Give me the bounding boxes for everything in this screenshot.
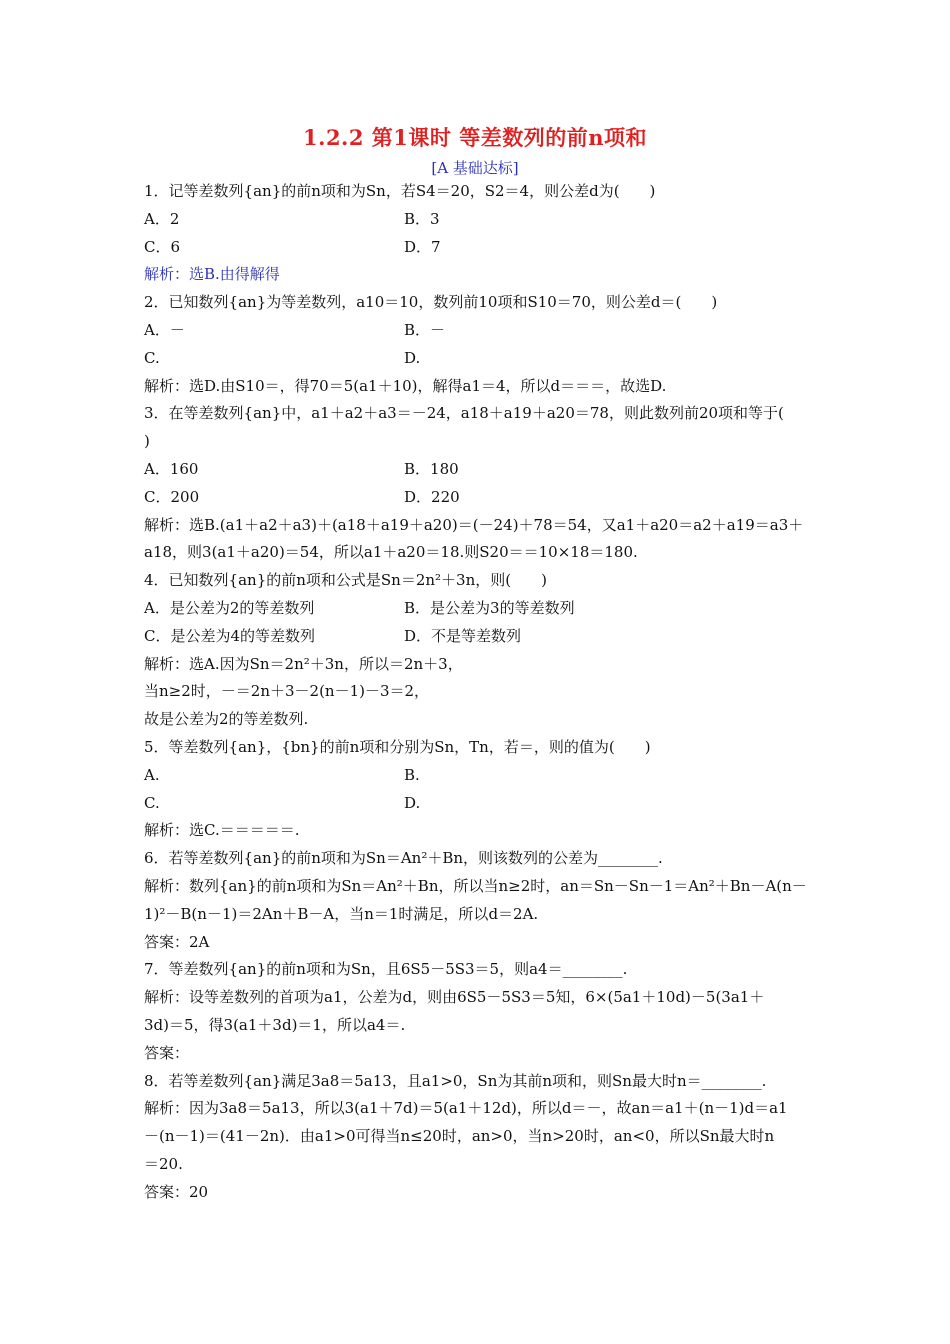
text-line: 5．等差数列{an}，{bn}的前n项和分别为Sn，Tn，若＝，则的值为( ) [144, 737, 651, 756]
option-row [144, 317, 809, 345]
option-text: A．2 [144, 209, 180, 228]
exercise-body [144, 178, 809, 1206]
text-line: 3d)＝5，得3(a1＋3d)＝1，所以a4＝. [144, 1015, 406, 1034]
text-line: 解析：数列{an}的前n项和为Sn＝An²＋Bn，所以当n≥2时，an＝Sn－Sn－1＝An²＋Bn－A(n－ [144, 876, 807, 895]
text-line: 当n≥2时，－＝2n＋3－2(n－1)－3＝2， [144, 682, 430, 701]
text-line: 8．若等差数列{an}满足3a8＝5a13，且a1>0，Sn为其前n项和，则Sn最大时n＝________. [144, 1071, 767, 1090]
option-text: D. [404, 348, 421, 367]
page-title: 1.2.2 第1课时 等差数列的前n项和 [303, 125, 647, 150]
text-line: 解析：选A.因为Sn＝2n²＋3n，所以＝2n＋3， [144, 654, 463, 673]
text-line: 解析：选D.由S10＝，得70＝5(a1＋10)，解得a1＝4，所以d＝＝＝，故选D. [144, 376, 667, 395]
text-line: 1)²－B(n－1)＝2An＋B－A，当n＝1时满足，所以d＝2A. [144, 904, 539, 923]
text-line: 答案： [144, 1043, 190, 1062]
text-line: ＝20. [144, 1154, 183, 1173]
option-text: D．不是等差数列 [404, 626, 522, 645]
option-text: D．7 [404, 237, 441, 256]
option-text: C．是公差为4的等差数列 [144, 626, 316, 645]
text-line: a18，则3(a1＋a20)＝54，所以a1＋a20＝18.则S20＝＝10×18＝180. [144, 543, 638, 562]
text-line: 答案：20 [144, 1182, 209, 1201]
section-heading: [A 基础达标] [431, 159, 519, 177]
option-text: C．6 [144, 237, 181, 256]
option-text: C．200 [144, 487, 200, 506]
text-line: －(n－1)＝(41－2n)．由a1>0可得当n≤20时，an>0，当n>20时，an<0，所以Sn最大时n [144, 1127, 775, 1146]
option-row [144, 790, 809, 818]
text-line: 1．记等差数列{an}的前n项和为Sn，若S4＝20，S2＝4，则公差d为( ) [144, 182, 656, 200]
text-line: 3．在等差数列{an}中，a1＋a2＋a3＝－24，a18＋a19＋a20＝78，则此数列前20项和等于( [144, 404, 784, 423]
option-row [144, 345, 809, 373]
text-line: 答案：2A [144, 932, 210, 951]
text-line: 2．已知数列{an}为等差数列，a10＝10，数列前10项和S10＝70，则公差d＝( ) [144, 293, 718, 312]
text-line: 解析：选B.由得解得 [144, 265, 280, 284]
option-row [144, 234, 809, 262]
option-row [144, 623, 809, 651]
option-text: B．是公差为3的等差数列 [404, 598, 575, 617]
option-text: D．220 [404, 487, 460, 506]
option-text: D. [404, 793, 421, 812]
text-line: 故是公差为2的等差数列. [144, 710, 309, 729]
text-line: 解析：设等差数列的首项为a1，公差为d，则由6S5－5S3＝5知，6×(5a1＋10d)－5(3a1＋ [144, 988, 765, 1007]
option-row [144, 456, 809, 484]
option-text: A．－ [144, 320, 185, 339]
text-line: 解析：因为3a8＝5a13，所以3(a1＋7d)＝5(a1＋12d)，所以d＝－，故an＝a1＋(n－1)d＝a1 [144, 1099, 788, 1118]
text-line: 4．已知数列{an}的前n项和公式是Sn＝2n²＋3n，则( ) [144, 571, 547, 590]
option-text: A．是公差为2的等差数列 [144, 598, 315, 617]
option-text: C. [144, 793, 160, 812]
text-line: 解析：选B.(a1＋a2＋a3)＋(a18＋a19＋a20)＝(－24)＋78＝54，又a1＋a20＝a2＋a19＝a3＋ [144, 515, 804, 534]
option-text: A．160 [144, 459, 199, 478]
option-text: C. [144, 348, 160, 367]
option-text: B．180 [404, 459, 459, 478]
option-row [144, 484, 809, 512]
option-text: B．－ [404, 320, 446, 339]
option-text: B．3 [404, 209, 440, 228]
option-row [144, 762, 809, 790]
option-text: B. [404, 765, 420, 784]
option-row [144, 595, 809, 623]
text-line: 7．等差数列{an}的前n项和为Sn，且6S5－5S3＝5，则a4＝________. [144, 960, 628, 979]
text-line: 6．若等差数列{an}的前n项和为Sn＝An²＋Bn，则该数列的公差为________. [144, 849, 663, 868]
text-line: 解析：选C.＝＝＝＝＝. [144, 821, 300, 840]
option-row [144, 206, 809, 234]
text-line: ) [144, 432, 150, 451]
option-text: A. [144, 765, 160, 784]
